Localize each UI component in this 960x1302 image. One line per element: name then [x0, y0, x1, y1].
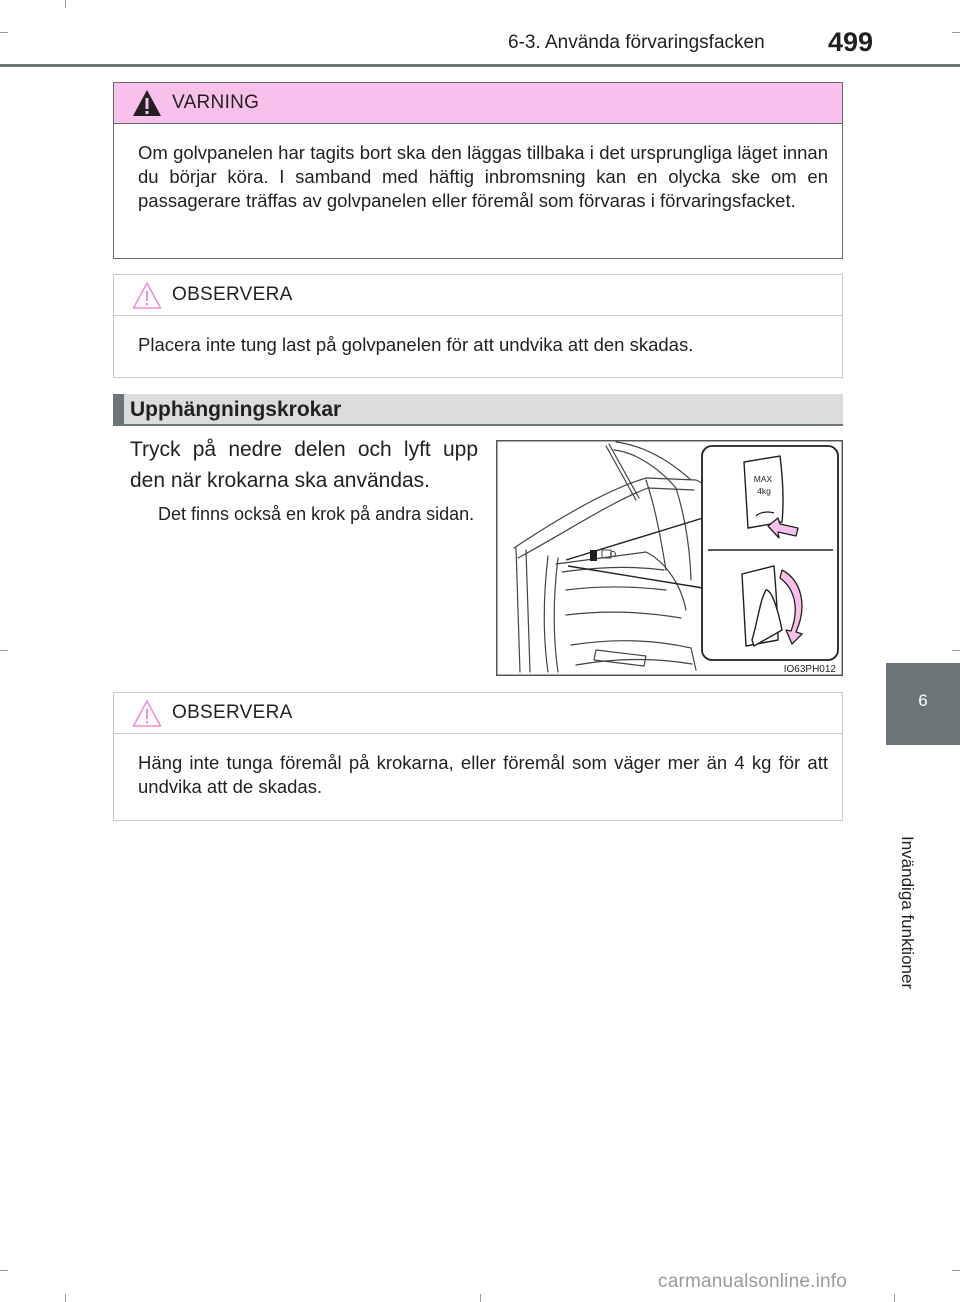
page-number: 499	[828, 27, 874, 57]
notice-header	[114, 275, 842, 316]
chapter-tab	[886, 663, 960, 745]
caution-triangle-icon	[132, 281, 162, 309]
instruction-subtext: Det finns också en krok på andra sidan.	[158, 504, 475, 524]
section-header	[113, 394, 843, 426]
max-label: MAX	[753, 474, 773, 484]
chapter-number: 6	[918, 691, 928, 710]
hook-illustration	[496, 440, 843, 676]
notice-text: Placera inte tung last på golvpanelen för att undvika att den skadas.	[138, 334, 694, 355]
crop-mark	[894, 1294, 895, 1302]
notice-text: Häng inte tunga föremål på krokarna, eller föremål som väger mer än 4 kg för att undvika att de skadas.	[138, 752, 828, 797]
crop-mark	[65, 1294, 66, 1302]
crop-mark	[952, 32, 960, 33]
crop-mark	[65, 0, 66, 8]
notice-box	[113, 274, 843, 378]
warning-triangle-icon	[132, 89, 162, 117]
warning-box	[113, 82, 843, 259]
crop-mark	[952, 1270, 960, 1271]
crop-mark	[0, 650, 8, 651]
notice-title: OBSERVERA	[172, 702, 293, 723]
notice-header	[114, 693, 842, 734]
crop-mark	[480, 1294, 481, 1302]
crop-mark	[952, 650, 960, 651]
crop-mark	[0, 1270, 8, 1271]
warning-title: VARNING	[172, 92, 260, 113]
weight-label: 4kg	[757, 486, 771, 496]
notice-title: OBSERVERA	[172, 284, 293, 305]
header-rule	[0, 64, 960, 67]
instruction-text: Tryck på nedre delen och lyft upp den när krokarna ska användas.	[130, 438, 478, 492]
chapter-label: Invändiga funktioner	[898, 836, 917, 990]
figure-code: IO63PH012	[783, 664, 836, 675]
section-title: Upphängningskrokar	[130, 398, 342, 421]
caution-triangle-icon	[132, 699, 162, 727]
warning-header	[114, 83, 842, 124]
section-heading: 6-3. Använda förvaringsfacken	[508, 32, 765, 53]
crop-mark	[0, 32, 8, 33]
warning-text: Om golvpanelen har tagits bort ska den läggas tillbaka i det ursprungliga läget innan du börjar köra. I samband med häftig inbromsning kan en olycka ske om en passagerare träffas av golvpanelen eller föremål som förvaras i förvaringsfacket.	[138, 142, 828, 211]
section-marker	[113, 394, 124, 424]
watermark: carmanualsonline.info	[658, 1271, 848, 1292]
notice-box-hooks	[113, 692, 843, 821]
